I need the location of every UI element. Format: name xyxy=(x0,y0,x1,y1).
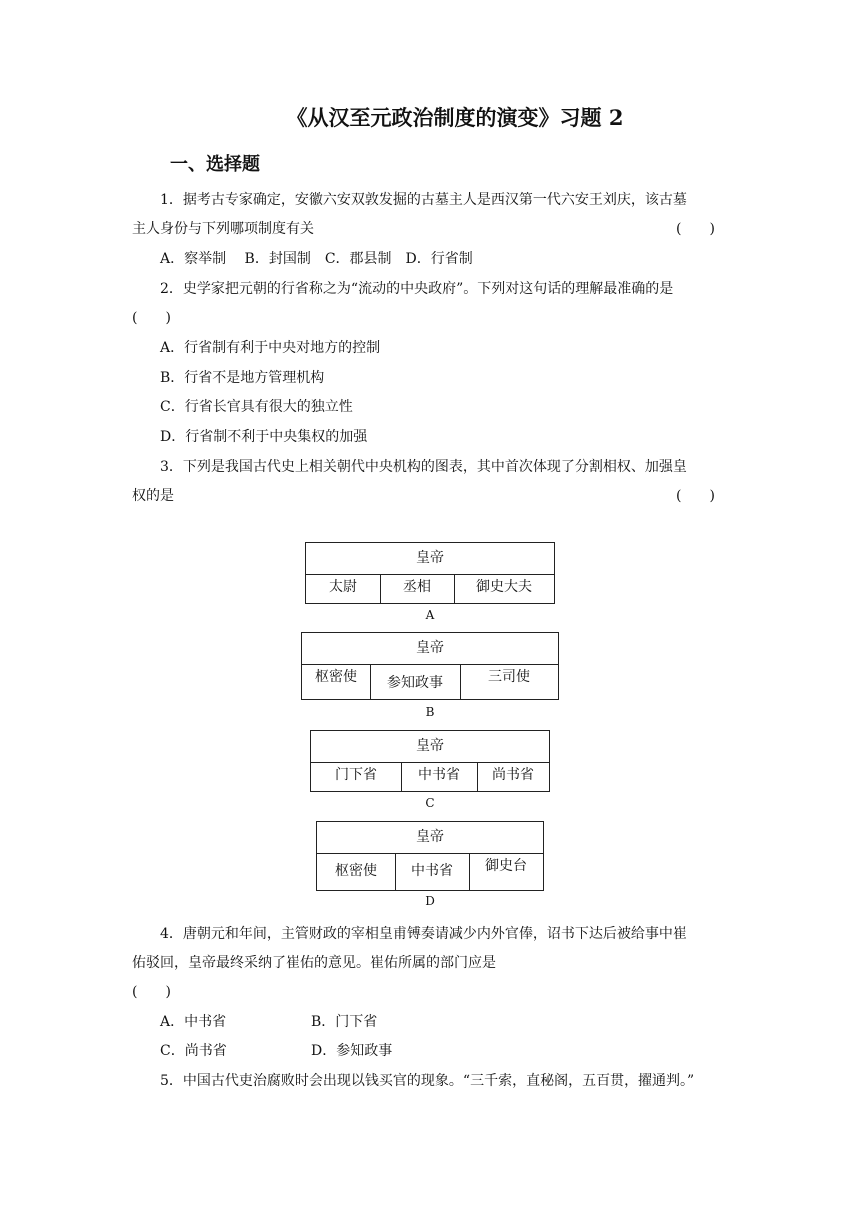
diagram-c-emperor: 皇帝 xyxy=(311,731,549,763)
q4-option-a: A．中书省 xyxy=(160,1014,227,1030)
q5-line1: 5．中国古代吏治腐败时会出现以钱买官的现象。“三千索，直秘阁，五百贯，擢通判。” xyxy=(160,1073,695,1089)
diagram-d-emperor: 皇帝 xyxy=(317,822,543,854)
diagram-b-emperor: 皇帝 xyxy=(302,633,558,665)
q3-answer-paren: ( ) xyxy=(676,488,715,504)
q2-option-c: C．行省长官具有很大的独立性 xyxy=(160,399,353,415)
diagram-d xyxy=(316,821,544,891)
diagram-a-emperor: 皇帝 xyxy=(306,543,554,575)
diagram-d-cell-3: 御史台 xyxy=(485,858,527,874)
q4-option-d: D．参知政事 xyxy=(311,1043,393,1059)
q2-option-a: A．行省制有利于中央对地方的控制 xyxy=(160,340,381,356)
diagram-b xyxy=(301,632,559,700)
diagram-a xyxy=(305,542,555,604)
q2-option-d: D．行省制不利于中央集权的加强 xyxy=(160,429,368,445)
diagram-c-cell-3: 尚书省 xyxy=(492,767,534,783)
page-title: 《从汉至元政治制度的演变》习题 2 xyxy=(286,105,624,130)
diagram-d-label: D xyxy=(425,894,435,908)
diagram-a-cell-1: 太尉 xyxy=(329,579,357,595)
q2-answer-paren: ( ) xyxy=(132,310,171,326)
diagram-b-cell-2: 参知政事 xyxy=(387,675,443,691)
q4-line1: 4．唐朝元和年间，主管财政的宰相皇甫镈奏请减少内外官俸，诏书下达后被给事中崔 xyxy=(160,926,687,942)
q3-line1: 3．下列是我国古代史上相关朝代中央机构的图表，其中首次体现了分割相权、加强皇 xyxy=(160,459,687,475)
q1-answer-paren: ( ) xyxy=(676,221,715,237)
q2-option-b: B．行省不是地方管理机构 xyxy=(160,370,325,386)
diagram-a-cell-3: 御史大夫 xyxy=(476,579,532,595)
q4-line2: 佑驳回，皇帝最终采纳了崔佑的意见。崔佑所属的部门应是 xyxy=(132,955,496,971)
diagram-a-label: A xyxy=(425,608,435,622)
q1-options: A．察举制 B．封国制 C．郡县制 D．行省制 xyxy=(160,251,473,267)
diagram-b-cell-3: 三司使 xyxy=(488,669,530,685)
diagram-c-label: C xyxy=(425,796,435,810)
diagram-b-label: B xyxy=(425,705,435,719)
diagram-a-cell-2: 丞相 xyxy=(403,579,431,595)
diagram-d-cell-1: 枢密使 xyxy=(335,863,377,879)
q3-line2: 权的是 xyxy=(132,488,174,504)
diagram-c-cell-2: 中书省 xyxy=(418,767,460,783)
section-heading: 一、选择题 xyxy=(170,154,260,175)
q2-line1: 2．史学家把元朝的行省称之为“流动的中央政府”。下列对这句话的理解最准确的是 xyxy=(160,281,674,297)
q1-line1: 1．据考古专家确定，安徽六安双敦发掘的古墓主人是西汉第一代六安王刘庆，该古墓 xyxy=(160,192,687,208)
q4-option-c: C．尚书省 xyxy=(160,1043,227,1059)
diagram-c xyxy=(310,730,550,792)
diagram-b-cell-1: 枢密使 xyxy=(315,669,357,685)
q4-answer-paren: ( ) xyxy=(132,984,171,1000)
diagram-c-cell-1: 门下省 xyxy=(335,767,377,783)
q4-option-b: B．门下省 xyxy=(311,1014,378,1030)
diagram-d-cell-2: 中书省 xyxy=(411,863,453,879)
q1-line2: 主人身份与下列哪项制度有关 xyxy=(132,221,314,237)
